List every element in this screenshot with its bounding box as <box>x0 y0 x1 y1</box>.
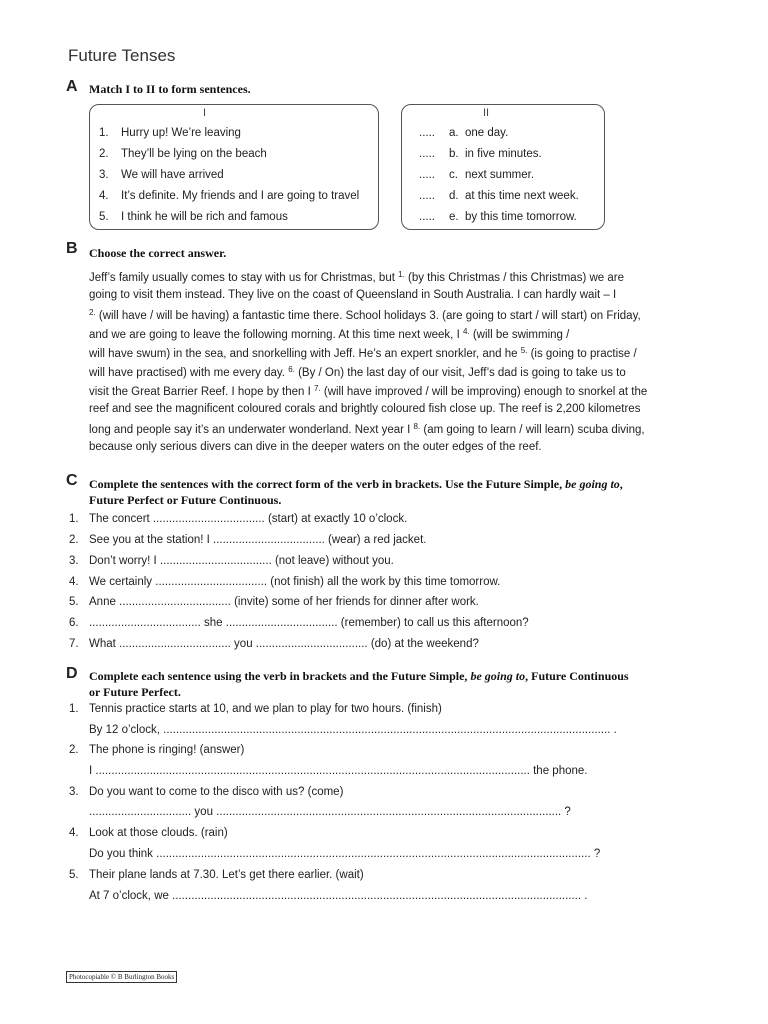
passage-line: Jeff’s family usually comes to stay with us for Christmas, but $^{1.}$ (by this Christmas / this Christmas) we are <box>89 270 624 284</box>
exercise-c-item: 4. We certainly ................................... (not finish) all the work by this time tomorrow. <box>69 576 501 588</box>
match-item-ii: ..... a. one day. <box>419 127 509 139</box>
exercise-d-answer-line: By 12 o’clock, ............................................................................................................................................ . <box>89 724 617 736</box>
section-d-instruction: Complete each sentence using the verb in brackets and the Future Simple, be going to, Future Continuous or Future Perfect. <box>89 669 629 699</box>
exercise-d-prompt: 1. Tennis practice starts at 10, and we plan to play for two hours. (finish) <box>69 703 442 715</box>
exercise-c-item: 7. What ................................... you ................................... (do) at the weekend? <box>69 638 479 650</box>
section-a-instruction: Match I to II to form sentences. <box>89 82 251 96</box>
section-d-letter: D <box>66 665 78 682</box>
exercise-d-answer-line: ................................ you ............................................................................................................ ? <box>89 806 571 818</box>
match-item-i: 4. It’s definite. My friends and I are going to travel <box>99 190 360 202</box>
match-item-ii: ..... d. at this time next week. <box>419 190 579 202</box>
passage-line: long and people say it’s an underwater wonderland. Next year I $^{8.}$ (am going to learn / will learn) scuba diving, <box>89 422 645 436</box>
match-item-i: 3. We will have arrived <box>99 169 224 181</box>
exercise-d-answer-line: Do you think ........................................................................................................................................ ? <box>89 848 601 860</box>
exercise-c-item: 6. ................................... she ................................... (remember) to call us this afternoon? <box>69 617 529 629</box>
section-b-instruction: Choose the correct answer. <box>89 246 227 260</box>
copyright-footer: Photocopiable © B Burlington Books <box>66 971 177 983</box>
exercise-d-prompt: 5. Their plane lands at 7.30. Let’s get there earlier. (wait) <box>69 869 364 881</box>
exercise-c-item: 5. Anne ................................... (invite) some of her friends for dinner after work. <box>69 596 479 608</box>
exercise-d-answer-line: I ........................................................................................................................................ the phone. <box>89 765 588 777</box>
exercise-c-item: 3. Don’t worry! I ................................... (not leave) without you. <box>69 555 394 567</box>
section-b-letter: B <box>66 240 78 257</box>
passage-line: will have swum) in the sea, and snorkelling with Jeff. He’s an expert snorkler, and he $^{5.}$ (is going to practise / <box>89 346 637 360</box>
passage-line: going to visit them instead. They live on the coast of Queensland in South Australia. I can hardly wait – I <box>89 289 617 301</box>
exercise-c-item: 2. See you at the station! I ................................... (wear) a red jacket. <box>69 534 427 546</box>
passage-line: reef and see the magnificent coloured corals and brightly coloured fish close up. The reef is 2,200 kilometres <box>89 403 641 415</box>
section-a-letter: A <box>66 78 78 95</box>
passage-line: because only serious divers can dive in the deeper waters on the outer edges of the reef. <box>89 441 542 453</box>
passage-line: will have practised) with me every day. $^{6.}$ (By / On) the last day of our visit, Jeff’s dad is going to take us to <box>89 365 626 379</box>
section-c-letter: C <box>66 472 78 489</box>
exercise-d-prompt: 2. The phone is ringing! (answer) <box>69 744 245 756</box>
exercise-d-answer-line: At 7 o’clock, we ................................................................................................................................ . <box>89 890 588 902</box>
passage-line: visit the Great Barrier Reef. I hope by then I $^{7.}$ (will have improved / will be improving) enough to snorkel at the <box>89 384 648 398</box>
column-i-heading: I <box>203 107 207 119</box>
match-item-i: 5. I think he will be rich and famous <box>99 211 288 223</box>
column-ii-heading: II <box>483 107 490 119</box>
exercise-d-prompt: 3. Do you want to come to the disco with us? (come) <box>69 786 344 798</box>
passage-line: and we are going to leave the following morning. At this time next week, I $^{4.}$ (will be swimming / <box>89 327 570 341</box>
section-c-instruction: Complete the sentences with the correct form of the verb in brackets. Use the Future Simple, be going to, Future Perfect or Future Continuous. <box>89 477 623 507</box>
match-item-i: 2. They’ll be lying on the beach <box>99 148 267 160</box>
match-item-ii: ..... b. in five minutes. <box>419 148 542 160</box>
match-item-ii: ..... e. by this time tomorrow. <box>419 211 577 223</box>
page-title: Future Tenses <box>68 46 176 65</box>
exercise-d-prompt: 4. Look at those clouds. (rain) <box>69 827 228 839</box>
passage-line: $^{2.}$ (will have / will be having) a fantastic time there. School holidays 3. (are going to start / will start) on Friday, <box>89 308 641 322</box>
exercise-c-item: 1. The concert ................................... (start) at exactly 10 o’clock. <box>69 513 408 525</box>
match-item-ii: ..... c. next summer. <box>419 169 535 181</box>
match-item-i: 1. Hurry up! We’re leaving <box>99 127 241 139</box>
